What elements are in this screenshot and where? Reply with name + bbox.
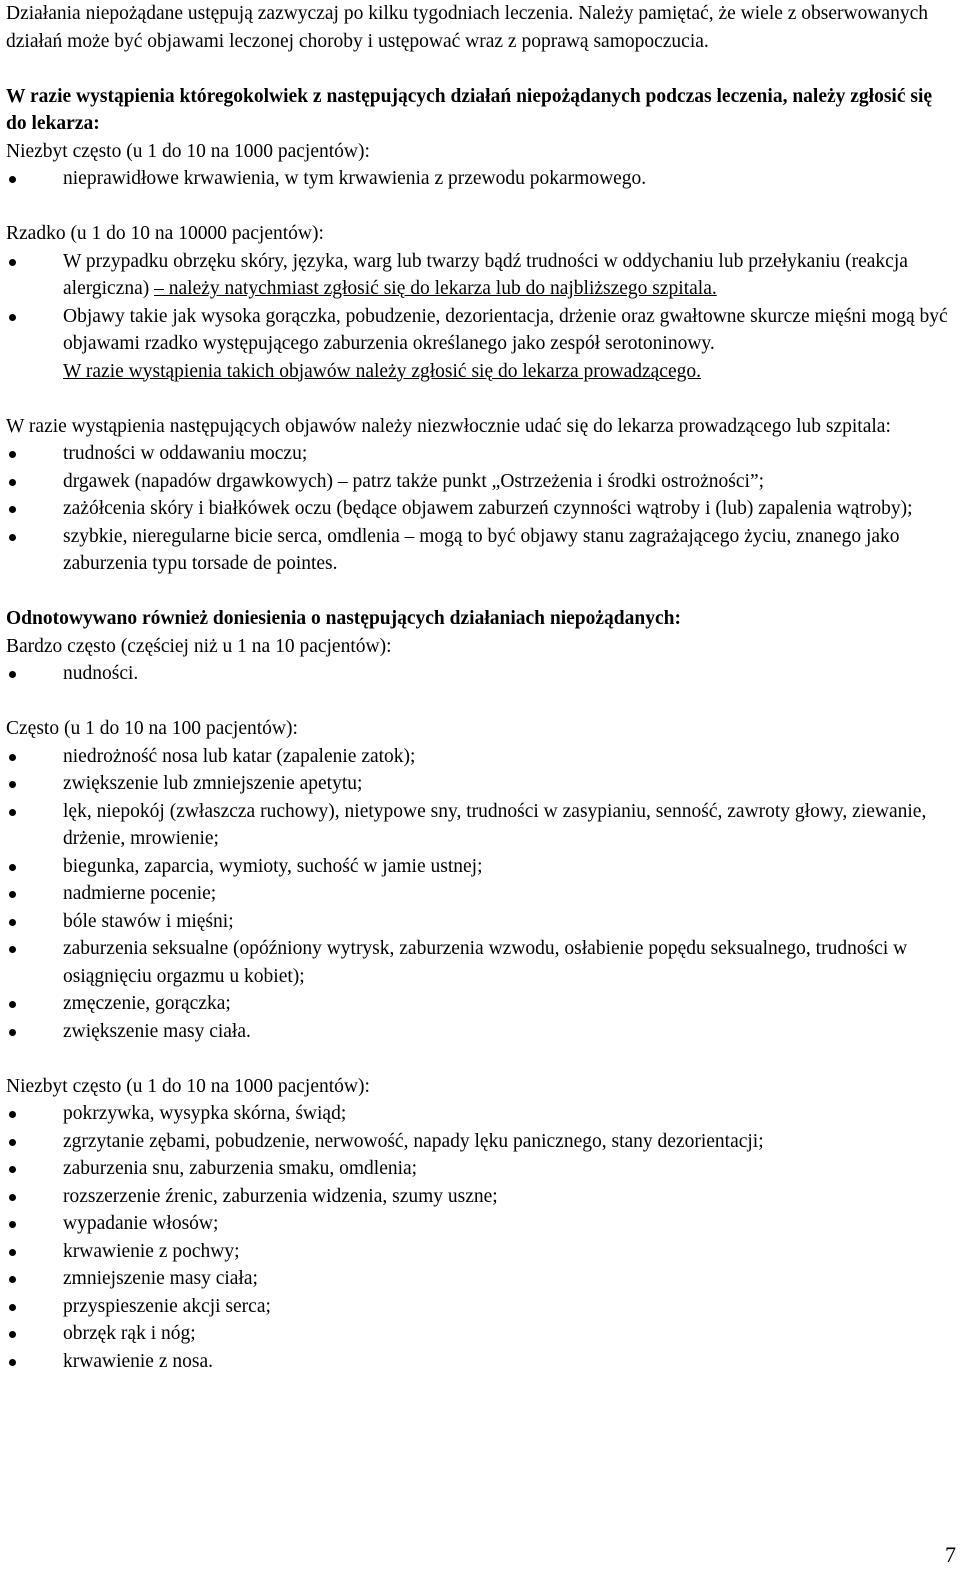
spacer bbox=[6, 55, 954, 83]
list-item: nudności. bbox=[6, 660, 954, 688]
list-item: lęk, niepokój (zwłaszcza ruchowy), nietypowe sny, trudności w zasypianiu, senność, zawroty głowy, ziewanie, drżenie, mrowienie; bbox=[6, 798, 954, 853]
list-item: zwiększenie masy ciała. bbox=[6, 1018, 954, 1046]
list-item: trudności w oddawaniu moczu; bbox=[6, 440, 954, 468]
other-effects-heading: Odnotowywano również doniesienia o następujących działaniach niepożądanych: bbox=[6, 608, 681, 629]
rare-report-list bbox=[6, 248, 954, 386]
list-item: bóle stawów i mięśni; bbox=[6, 908, 954, 936]
list-item: przyspieszenie akcji serca; bbox=[6, 1293, 954, 1321]
list-item: niedrożność nosa lub katar (zapalenie zatok); bbox=[6, 743, 954, 771]
list-item: zmęczenie, gorączka; bbox=[6, 990, 954, 1018]
spacer bbox=[6, 193, 954, 221]
list-item: biegunka, zaparcia, wymioty, suchość w jamie ustnej; bbox=[6, 853, 954, 881]
very-common-list bbox=[6, 660, 954, 688]
list-item-text: W przypadku obrzęku skóry, języka, warg lub twarzy bądź trudności w oddychaniu lub przełykaniu (reakcja alergiczna) bbox=[63, 250, 908, 299]
list-item: zażółcenia skóry i białkówek oczu (będące objawem zaburzeń czynności wątroby i (lub) zapalenia wątroby); bbox=[6, 495, 954, 523]
list-item: krwawienie z pochwy; bbox=[6, 1238, 954, 1266]
page-number: 7 bbox=[945, 1542, 956, 1567]
uncommon-report-list bbox=[6, 165, 954, 193]
urgent-intro: W razie wystąpienia następujących objawów należy niezwłocznie udać się do lekarza prowadzącego lub szpitala: bbox=[6, 415, 891, 437]
list-item: szybkie, nieregularne bicie serca, omdlenia – mogą to być objawy stanu zagrażającego życiu, znanego jako zaburzenia typu torsade de pointes. bbox=[6, 523, 954, 578]
list-item-text: Objawy takie jak wysoka gorączka, pobudzenie, dezorientacja, drżenie oraz gwałtowne skurcze mięśni mogą być objawami rzadko występującego zaburzenia określanego jako zespół serotoninowy. bbox=[63, 305, 948, 354]
document-page bbox=[6, 0, 954, 1375]
list-item: zwiększenie lub zmniejszenie apetytu; bbox=[6, 770, 954, 798]
intro-paragraph: Działania niepożądane ustępują zazwyczaj po kilku tygodniach leczenia. Należy pamiętać, że wiele z obserwowanych działań może być objawami leczonej choroby i ustępować wraz z poprawą samopoczucia. bbox=[6, 3, 929, 52]
spacer bbox=[6, 688, 954, 716]
list-item-serotonin-syndrome bbox=[6, 303, 954, 386]
uncommon-other-list bbox=[6, 1100, 954, 1375]
list-item: rozszerzenie źrenic, zaburzenia widzenia, szumy uszne; bbox=[6, 1183, 954, 1211]
list-item: zgrzytanie zębami, pobudzenie, nerwowość, napady lęku panicznego, stany dezorientacji; bbox=[6, 1128, 954, 1156]
uncommon-other-frequency-label: Niezbyt często (u 1 do 10 na 1000 pacjentów): bbox=[6, 1075, 370, 1097]
common-frequency-label: Często (u 1 do 10 na 100 pacjentów): bbox=[6, 718, 298, 739]
rare-frequency-label: Rzadko (u 1 do 10 na 10000 pacjentów): bbox=[6, 223, 324, 244]
list-item: pokrzywka, wysypka skórna, świąd; bbox=[6, 1100, 954, 1128]
very-common-frequency-label: Bardzo często (częściej niż u 1 na 10 pacjentów): bbox=[6, 635, 392, 657]
list-item: zaburzenia snu, zaburzenia smaku, omdlenia; bbox=[6, 1155, 954, 1183]
urgent-list bbox=[6, 440, 954, 578]
list-item: krwawienie z nosa. bbox=[6, 1348, 954, 1376]
spacer bbox=[6, 1045, 954, 1073]
common-list bbox=[6, 743, 954, 1046]
list-item: wypadanie włosów; bbox=[6, 1210, 954, 1238]
report-heading: W razie wystąpienia któregokolwiek z następujących działań niepożądanych podczas leczenia, należy zgłosić się do lekarza: bbox=[6, 85, 933, 134]
list-item-allergic-reaction bbox=[6, 248, 954, 303]
list-item: nieprawidłowe krwawienia, w tym krwawienia z przewodu pokarmowego. bbox=[6, 165, 954, 193]
spacer bbox=[6, 578, 954, 606]
list-item: drgawek (napadów drgawkowych) – patrz także punkt „Ostrzeżenia i środki ostrożności”; bbox=[6, 468, 954, 496]
list-item: nadmierne pocenie; bbox=[6, 880, 954, 908]
list-item: zaburzenia seksualne (opóźniony wytrysk, zaburzenia wzwodu, osłabienie popędu seksualnego, trudności w osiągnięciu orgazmu u kobiet); bbox=[6, 935, 954, 990]
urgent-instruction: – należy natychmiast zgłosić się do lekarza lub do najbliższego szpitala. bbox=[154, 278, 717, 299]
list-item: zmniejszenie masy ciała; bbox=[6, 1265, 954, 1293]
list-item: obrzęk rąk i nóg; bbox=[6, 1320, 954, 1348]
spacer bbox=[6, 385, 954, 413]
urgent-instruction: W razie wystąpienia takich objawów należy zgłosić się do lekarza prowadzącego. bbox=[63, 360, 701, 382]
uncommon-frequency-label: Niezbyt często (u 1 do 10 na 1000 pacjentów): bbox=[6, 140, 370, 162]
